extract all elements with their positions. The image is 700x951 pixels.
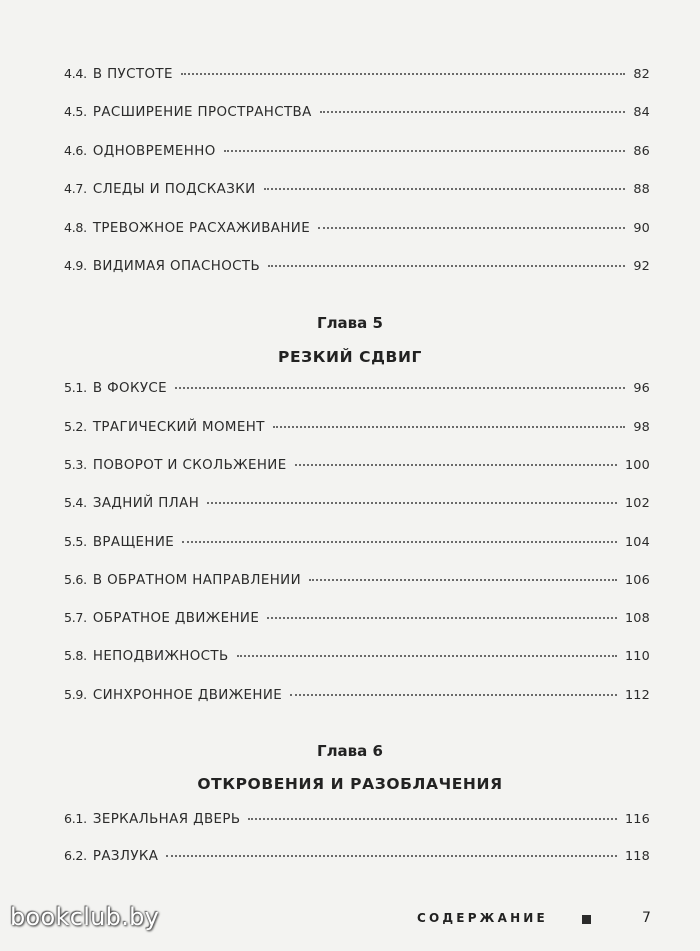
entry-title: ЗЕРКАЛЬНАЯ ДВЕРЬ [92,812,241,827]
entry-number: 6.2. [64,848,87,863]
entry-page: 116 [624,812,650,827]
entry-page: 98 [633,420,650,435]
toc-entry[interactable] [64,572,650,594]
toc-entry[interactable] [64,380,650,402]
toc-entry[interactable] [64,495,650,517]
entry-page: 110 [624,649,650,664]
toc-entry[interactable] [64,648,650,670]
dot-leader [320,111,626,113]
dot-leader [268,265,625,267]
dot-leader [309,579,617,581]
entry-page: 118 [624,849,650,864]
entry-page: 102 [624,496,650,511]
entry-page: 100 [624,458,650,473]
dot-leader [290,694,617,696]
entry-page: 96 [633,381,650,396]
entry-number: 5.6. [64,572,87,587]
toc-entry[interactable] [64,687,650,709]
entry-page: 104 [624,535,650,550]
entry-number: 4.8. [64,220,87,235]
entry-page: 82 [633,67,650,82]
dot-leader [182,541,617,543]
toc-entry[interactable] [64,419,650,441]
dot-leader [237,655,617,657]
entry-title: СЛЕДЫ И ПОДСКАЗКИ [92,182,256,197]
chapter-title: РЕЗКИЙ СДВИГ [277,348,422,366]
entry-number: 5.1. [64,380,87,395]
running-head: СОДЕРЖАНИЕ [417,911,548,925]
entry-title: В ОБРАТНОМ НАПРАВЛЕНИИ [92,573,301,588]
entry-page: 90 [633,221,650,236]
dot-leader [295,464,617,466]
dot-leader [166,855,617,857]
toc-entry[interactable] [64,143,650,165]
entry-number: 6.1. [64,811,87,826]
entry-number: 5.5. [64,534,87,549]
dot-leader [181,73,625,75]
toc-entry[interactable] [64,457,650,479]
chapter-label: Глава 6 [317,742,383,760]
toc-entry[interactable] [64,220,650,242]
toc-entry[interactable] [64,534,650,556]
toc-entry[interactable] [64,181,650,203]
entry-page: 88 [633,182,650,197]
entry-page: 86 [633,144,650,159]
dot-leader [264,188,626,190]
square-icon [582,915,591,924]
entry-title: СИНХРОННОЕ ДВИЖЕНИЕ [92,688,283,703]
watermark: bookclub.by [10,903,160,931]
entry-number: 5.3. [64,457,87,472]
entry-number: 4.5. [64,104,87,119]
entry-page: 112 [624,688,650,703]
entry-title: ВРАЩЕНИЕ [92,535,175,550]
toc-entry[interactable] [64,811,650,833]
dot-leader [267,617,617,619]
entry-title: НЕПОДВИЖНОСТЬ [92,649,229,664]
entry-title: РАЗЛУКА [92,849,159,864]
entry-title: ОДНОВРЕМЕННО [92,144,216,159]
entry-number: 5.8. [64,648,87,663]
entry-number: 4.4. [64,66,87,81]
entry-title: ВИДИМАЯ ОПАСНОСТЬ [92,259,261,274]
page-number: 7 [642,910,651,926]
dot-leader [207,502,617,504]
chapter-label: Глава 5 [317,314,383,332]
entry-number: 5.9. [64,687,87,702]
entry-title: ЗАДНИЙ ПЛАН [92,496,200,511]
toc-entry[interactable] [64,610,650,632]
toc-entry[interactable] [64,66,650,88]
entry-number: 5.4. [64,495,87,510]
entry-page: 106 [624,573,650,588]
entry-title: В ПУСТОТЕ [92,67,173,82]
dot-leader [248,818,617,820]
entry-page: 84 [633,105,650,120]
entry-title: ПОВОРОТ И СКОЛЬЖЕНИЕ [92,458,287,473]
entry-title: ТРЕВОЖНОЕ РАСХАЖИВАНИЕ [92,221,311,236]
entry-number: 4.9. [64,258,87,273]
entry-number: 5.2. [64,419,87,434]
dot-leader [273,426,626,428]
entry-title: РАСШИРЕНИЕ ПРОСТРАНСТВА [92,105,312,120]
entry-number: 4.6. [64,143,87,158]
entry-title: В ФОКУСЕ [92,381,168,396]
toc-entry[interactable] [64,848,650,870]
entry-number: 4.7. [64,181,87,196]
entry-page: 92 [633,259,650,274]
toc-entry[interactable] [64,258,650,280]
entry-title: ОБРАТНОЕ ДВИЖЕНИЕ [92,611,260,626]
entry-page: 108 [624,611,650,626]
toc-entry[interactable] [64,104,650,126]
chapter-title: ОТКРОВЕНИЯ И РАЗОБЛАЧЕНИЯ [197,775,503,793]
dot-leader [175,387,625,389]
entry-number: 5.7. [64,610,87,625]
entry-title: ТРАГИЧЕСКИЙ МОМЕНТ [92,420,265,435]
dot-leader [318,227,625,229]
dot-leader [224,150,626,152]
